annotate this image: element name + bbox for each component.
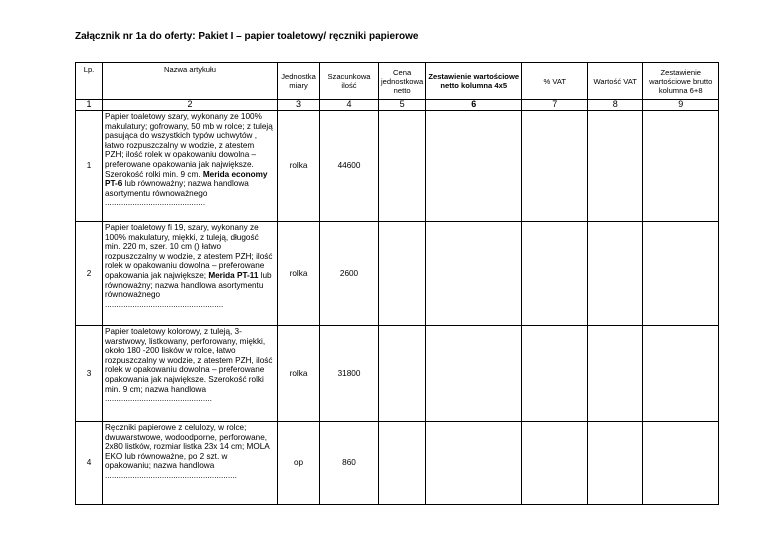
col-number: 9 xyxy=(643,100,719,111)
row-vat-value-cell[interactable] xyxy=(588,326,643,422)
table-row xyxy=(76,326,719,422)
row-vat-value-cell[interactable] xyxy=(588,222,643,326)
offer-table xyxy=(75,62,719,505)
row-description: Ręczniki papierowe z celulozy, w rolce; dwuwarstwowe, wodoodporne, perforowane, 2x80 listków, rozmiar listka 23x 14 cm; MOLA EKO lub równoważne, po 2 szt. w opakowaniu; nazwa handlowa .......................................................... xyxy=(103,422,278,505)
col-number: 5 xyxy=(379,100,426,111)
row-vat-percent-cell[interactable] xyxy=(522,111,588,222)
header-name: Nazwa artykułu xyxy=(103,63,278,100)
header-vat-value: Wartość VAT xyxy=(588,63,643,100)
row-net-value-cell[interactable] xyxy=(426,326,522,422)
table-row xyxy=(76,222,719,326)
row-gross-value-cell[interactable] xyxy=(643,111,719,222)
row-description: Papier toaletowy szary, wykonany ze 100% makulatury; gofrowany, 50 mb w rolce; z tuleją pasująca do wszystkich typów uchwytów , łatwo rozpuszczalny w wodzie, z atestem PZH; ilość rolek w opakowaniu dowolna – preferowane opakowania jak największe. Szerokość rolki min. 9 cm. Merida economy PT-6 lub równoważny; nazwa handlowa asortymentu równoważnego ............................................ xyxy=(103,111,278,222)
header-quantity: Szacunkowa ilość xyxy=(320,63,379,100)
header-lp: Lp. xyxy=(76,63,103,100)
row-description: Papier toaletowy fi 19, szary, wykonany ze 100% makulatury, miękki, z tuleją, długość min. 220 m, szer. 10 cm () łatwo rozpuszczalny w wodzie, z atestem PZH; ilość rolek w opakowaniu dowolna – preferowane opakowania jak największe; Merida PT-11 lub równoważny; nazwa handlowa asortymentu równoważnego .................................................... xyxy=(103,222,278,326)
row-lp: 2 xyxy=(76,222,103,326)
row-lp: 3 xyxy=(76,326,103,422)
header-vat-percent: % VAT xyxy=(522,63,588,100)
header-row xyxy=(76,63,719,100)
row-unit-price-cell[interactable] xyxy=(379,111,426,222)
row-quantity: 44600 xyxy=(320,111,379,222)
row-quantity: 860 xyxy=(320,422,379,505)
row-net-value-cell[interactable] xyxy=(426,111,522,222)
row-vat-percent-cell[interactable] xyxy=(522,326,588,422)
row-quantity: 2600 xyxy=(320,222,379,326)
row-net-value-cell[interactable] xyxy=(426,422,522,505)
row-net-value-cell[interactable] xyxy=(426,222,522,326)
row-gross-value-cell[interactable] xyxy=(643,422,719,505)
row-quantity: 31800 xyxy=(320,326,379,422)
table-row xyxy=(76,111,719,222)
row-lp: 1 xyxy=(76,111,103,222)
row-unit: rolka xyxy=(278,111,320,222)
col-number: 3 xyxy=(278,100,320,111)
row-gross-value-cell[interactable] xyxy=(643,326,719,422)
header-unit: Jednostka miary xyxy=(278,63,320,100)
page-title: Załącznik nr 1a do oferty: Pakiet I – papier toaletowy/ ręczniki papierowe xyxy=(75,31,419,42)
row-unit: rolka xyxy=(278,222,320,326)
row-unit-price-cell[interactable] xyxy=(379,222,426,326)
row-unit-price-cell[interactable] xyxy=(379,326,426,422)
row-vat-value-cell[interactable] xyxy=(588,422,643,505)
row-unit-price-cell[interactable] xyxy=(379,422,426,505)
col-number: 6 xyxy=(426,100,522,111)
table-row xyxy=(76,422,719,505)
row-vat-percent-cell[interactable] xyxy=(522,222,588,326)
row-lp: 4 xyxy=(76,422,103,505)
row-vat-percent-cell[interactable] xyxy=(522,422,588,505)
col-number: 1 xyxy=(76,100,103,111)
row-description: Papier toaletowy kolorowy, z tuleją, 3-warstwowy, listkowany, perforowany, miękki, około 180 -200 lisków w rolce, łatwo rozpuszczalny w wodzie, z atestem PZH, ilość rolek w opakowaniu dowolna – preferowane opakowania jak największe. Szerokość rolki min. 9 cm; nazwa handlowa ............................................... xyxy=(103,326,278,422)
col-number: 4 xyxy=(320,100,379,111)
row-unit: op xyxy=(278,422,320,505)
row-unit: rolka xyxy=(278,326,320,422)
col-number: 7 xyxy=(522,100,588,111)
col-number: 8 xyxy=(588,100,643,111)
col-number: 2 xyxy=(103,100,278,111)
row-gross-value-cell[interactable] xyxy=(643,222,719,326)
header-unit-price: Cena jednostkowa netto xyxy=(379,63,426,100)
column-number-row xyxy=(76,100,719,111)
row-vat-value-cell[interactable] xyxy=(588,111,643,222)
header-gross-value: Zestawienie wartościowe brutto kolumna 6+8 xyxy=(643,63,719,100)
header-net-value: Zestawienie wartościowe netto kolumna 4x5 xyxy=(426,63,522,100)
